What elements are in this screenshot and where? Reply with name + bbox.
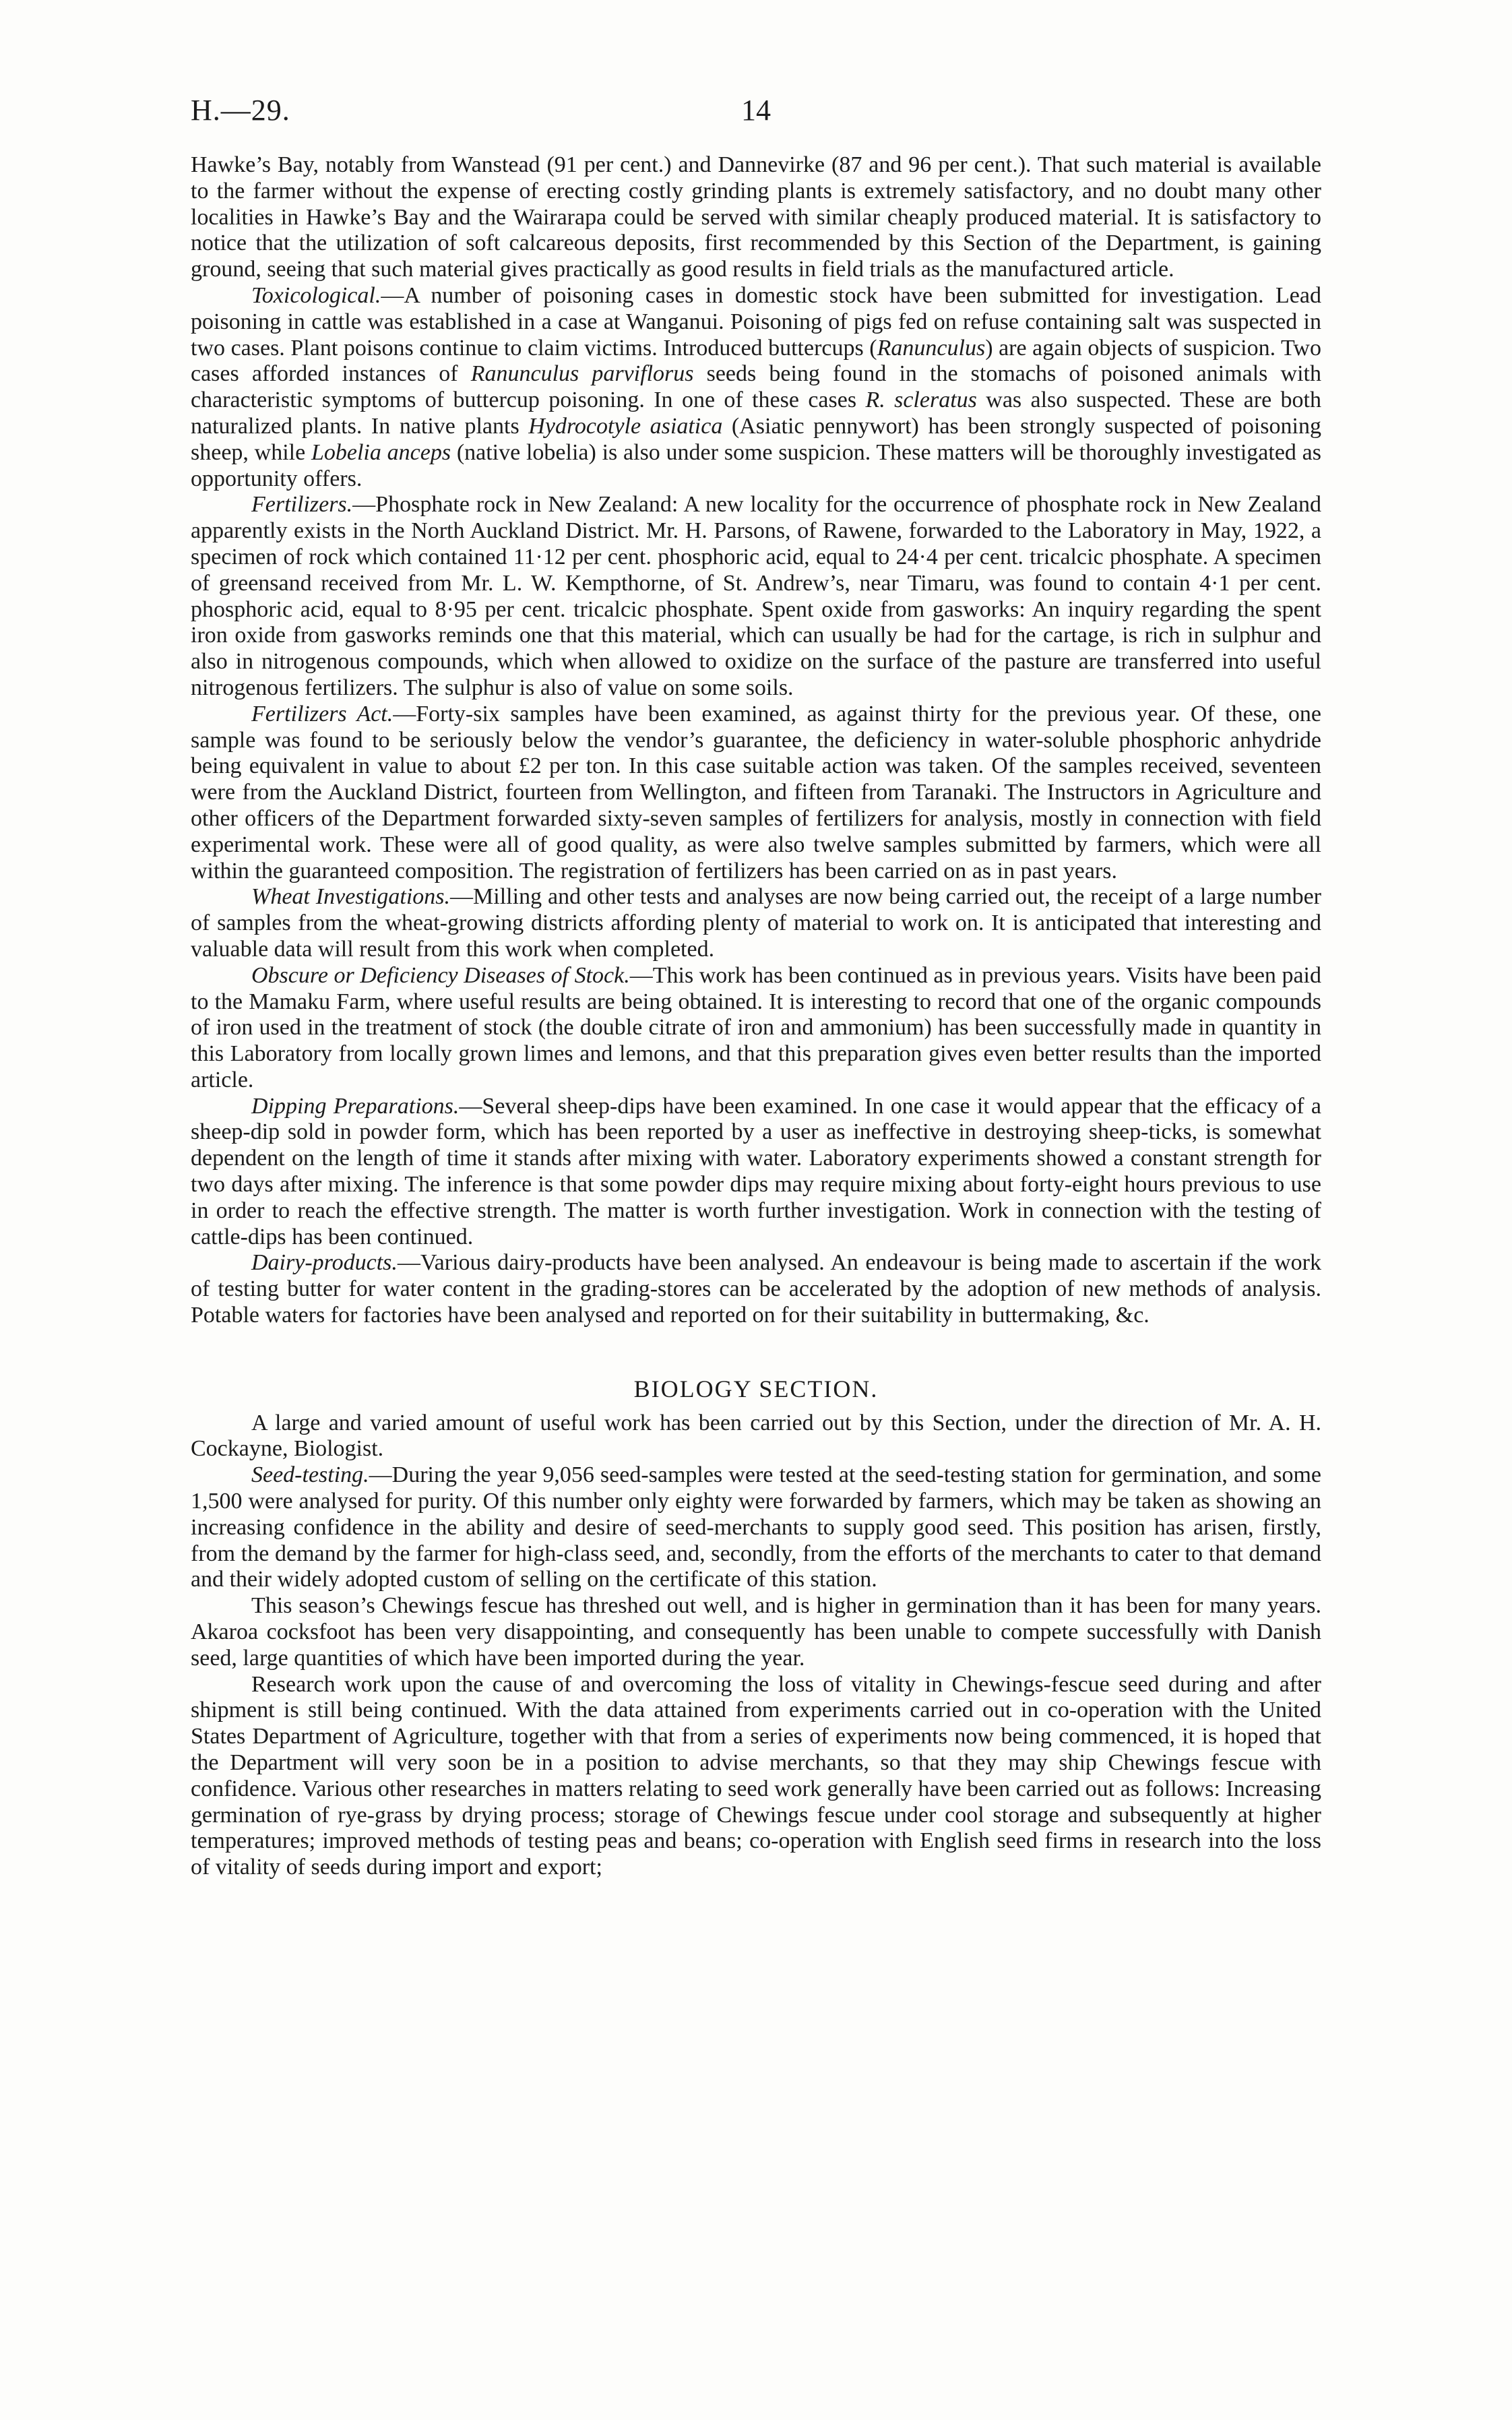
species-ranunculus-parviflorus: Ranunculus parviflorus (470, 361, 694, 387)
page-body (191, 152, 1321, 1881)
toxicological-text-1: —A number of poisoning cases in domestic stock have been submitted for investigation. Lead poisoning in cattle was established in a case at Wanganui. Poisoning of pigs fed on refuse containing salt was suspected in two cases. Plant poisons continue to claim victims. Introduced buttercups ( (191, 282, 1321, 361)
report-reference: H.—29. (191, 94, 290, 127)
toxicological-text-5: (Asiatic pennywort) has been strongly suspected of poisoning sheep, while (191, 413, 1321, 465)
seed-testing-heading: Seed-testing. (251, 1462, 369, 1488)
toxicological-text-2: ) are again objects of suspicion. Two cases afforded instances of (191, 335, 1321, 387)
fertilizers-act-heading: Fertilizers Act. (251, 701, 393, 726)
dipping-text: —Several sheep-dips have been examined. In one case it would appear that the efficacy of a sheep-dip sold in powder form, which has been reported by a user as ineffective in destroying sheep-ticks, is somewhat dependent on the length of time it stands after mixing with water. Laboratory experiments showed a constant strength for two days after mixing. The inference is that some powder dips may require mixing about forty-eight hours previous to use in order to reach the effective strength. The matter is worth further investigation. Work in connection with the testing of cattle-dips has been continued. (191, 1093, 1321, 1249)
paragraph-dipping-preparations (191, 1094, 1321, 1251)
paragraph-fertilizers-act (191, 702, 1321, 885)
paragraph-dairy-products (191, 1250, 1321, 1328)
obscure-heading: Obscure or Deficiency Diseases of Stock. (251, 962, 630, 988)
toxicological-text-3: seeds being found in the stomachs of poisoned animals with characteristic symptoms of buttercup poisoning. In one of these cases (191, 361, 1321, 413)
species-r-scleratus: R. scleratus (865, 387, 977, 413)
dairy-heading: Dairy-products. (251, 1250, 398, 1276)
seed-testing-text: —During the year 9,056 seed-samples were tested at the seed-testing station for germination, and some 1,500 were analysed for purity. Of this number only eighty were forwarded by farmers, which may be taken as showing an increasing confidence in the ability and desire of seed-merchants to supply good seed. This position has arisen, firstly, from the demand by the farmer for high-class seed, and, secondly, from the efforts of the merchants to cater to that demand and their widely adopted custom of selling on the certificate of this station. (191, 1462, 1321, 1592)
dipping-heading: Dipping Preparations. (251, 1093, 460, 1119)
toxicological-heading: Toxicological. (251, 282, 381, 308)
paragraph-chewings-fescue: This season’s Chewings fescue has threshed out well, and is higher in germination than it has been for many years. Akaroa cocksfoot has been very disappointing, and consequently has been unable to compete successfully with Danish seed, large quantities of which have been imported during the year. (191, 1593, 1321, 1671)
paragraph-fertilizers (191, 492, 1321, 701)
obscure-text: —This work has been continued as in previous years. Visits have been paid to the Mamaku Farm, where useful results are being obtained. It is interesting to record that one of the organic compounds of iron used in the treatment of stock (the double citrate of iron and ammonium) has been successfully made in quantity in this Laboratory from locally grown limes and lemons, and that this preparation gives even better results than the imported article. (191, 962, 1321, 1092)
wheat-text: —Milling and other tests and analyses are now being carried out, the receipt of a large number of samples from the wheat-growing districts affording plenty of material to work on. It is anticipated that interesting and valuable data will result from this work when completed. (191, 884, 1321, 962)
paragraph-biology-intro: A large and varied amount of useful work has been carried out by this Section, under the direction of Mr. A. H. Cockayne, Biologist. (191, 1410, 1321, 1462)
paragraph-toxicological (191, 283, 1321, 492)
paragraph-research-work: Research work upon the cause of and overcoming the loss of vitality in Chewings-fescue seed during and after shipment is still being continued. With the data attained from experiments carried out in co-operation with the United States Department of Agriculture, together with that from a series of experiments now being commenced, it is hoped that the Department will very soon be in a position to advise merchants, so that they may ship Chewings fescue with confidence. Various other researches in matters relating to seed work generally have been carried out as follows: Increasing germination of rye-grass by drying process; storage of Chewings fescue under cool storage and subsequently at higher temperatures; improved methods of testing peas and beans; co-operation with English seed firms in research into the loss of vitality of seeds during import and export; (191, 1671, 1321, 1880)
wheat-heading: Wheat Investigations. (251, 884, 451, 910)
toxicological-text-4: was also suspected. These are both naturalized plants. In native plants (191, 387, 1322, 439)
paragraph-seed-testing (191, 1462, 1321, 1593)
dairy-text: —Various dairy-products have been analysed. An endeavour is being made to ascertain if the work of testing butter for water content in the grading-stores can be accelerated by the adoption of new methods of analysis. Potable waters for factories have been analysed and reported on for their suitability in buttermaking, &c. (191, 1250, 1321, 1328)
paragraph-wheat-investigations (191, 884, 1321, 962)
toxicological-text-6: (native lobelia) is also under some suspicion. These matters will be thoroughly investigated as opportunity offers. (191, 439, 1322, 491)
species-ranunculus: Ranunculus (877, 335, 986, 361)
paragraph-lime-deposits: Hawke’s Bay, notably from Wanstead (91 per cent.) and Dannevirke (87 and 96 per cent.). That such material is available to the farmer without the expense of erecting costly grinding plants is extremely satisfactory, and no doubt many other localities in Hawke’s Bay and the Wairarapa could be served with similar cheaply produced material. It is satisfactory to notice that the utilization of soft calcareous deposits, first recommended by this Section of the Department, is gaining ground, seeing that such material gives practically as good results in field trials as the manufactured article. (191, 152, 1321, 282)
fertilizers-act-text: —Forty-six samples have been examined, as against thirty for the previous year. Of these, one sample was found to be seriously below the vendor’s guarantee, the deficiency in water-soluble phosphoric anhydride being equivalent in value to about £2 per ton. In this case suitable action was taken. Of the samples received, seventeen were from the Auckland District, fourteen from Wellington, and fifteen from Taranaki. The Instructors in Agriculture and other officers of the Department forwarded sixty-seven samples of fertilizers for analysis, mostly in connection with field experimental work. These were all of good quality, as were also twelve samples submitted by farmers, which were all within the guaranteed composition. The registration of fertilizers has been carried on as in past years. (191, 701, 1321, 883)
species-hydrocotyle-asiatica: Hydrocotyle asiatica (528, 413, 723, 439)
page-number: 14 (741, 94, 771, 127)
section-title-biology: BIOLOGY SECTION. (633, 1375, 879, 1402)
species-lobelia-anceps: Lobelia anceps (311, 439, 451, 465)
page-header (191, 93, 1321, 133)
paragraph-obscure-diseases (191, 963, 1321, 1094)
fertilizers-text: —Phosphate rock in New Zealand: A new locality for the occurrence of phosphate rock in New Zealand apparently exists in the North Auckland District. Mr. H. Parsons, of Rawene, forwarded to the Laboratory in May, 1922, a specimen of rock which contained 11·12 per cent. phosphoric acid, equal to 24·4 per cent. tricalcic phosphate. A specimen of greensand received from Mr. L. W. Kempthorne, of St. Andrew’s, near Timaru, was found to contain 4·1 per cent. phosphoric acid, equal to 8·95 per cent. tricalcic phosphate. Spent oxide from gasworks: An inquiry regarding the spent iron oxide from gasworks reminds one that this material, which can usually be had for the cartage, is rich in sulphur and also in nitrogenous compounds, which when allowed to oxidize on the surface of the pasture are transferred into useful nitrogenous fertilizers. The sulphur is also of value on some soils. (191, 492, 1321, 700)
fertilizers-heading: Fertilizers. (251, 492, 353, 518)
